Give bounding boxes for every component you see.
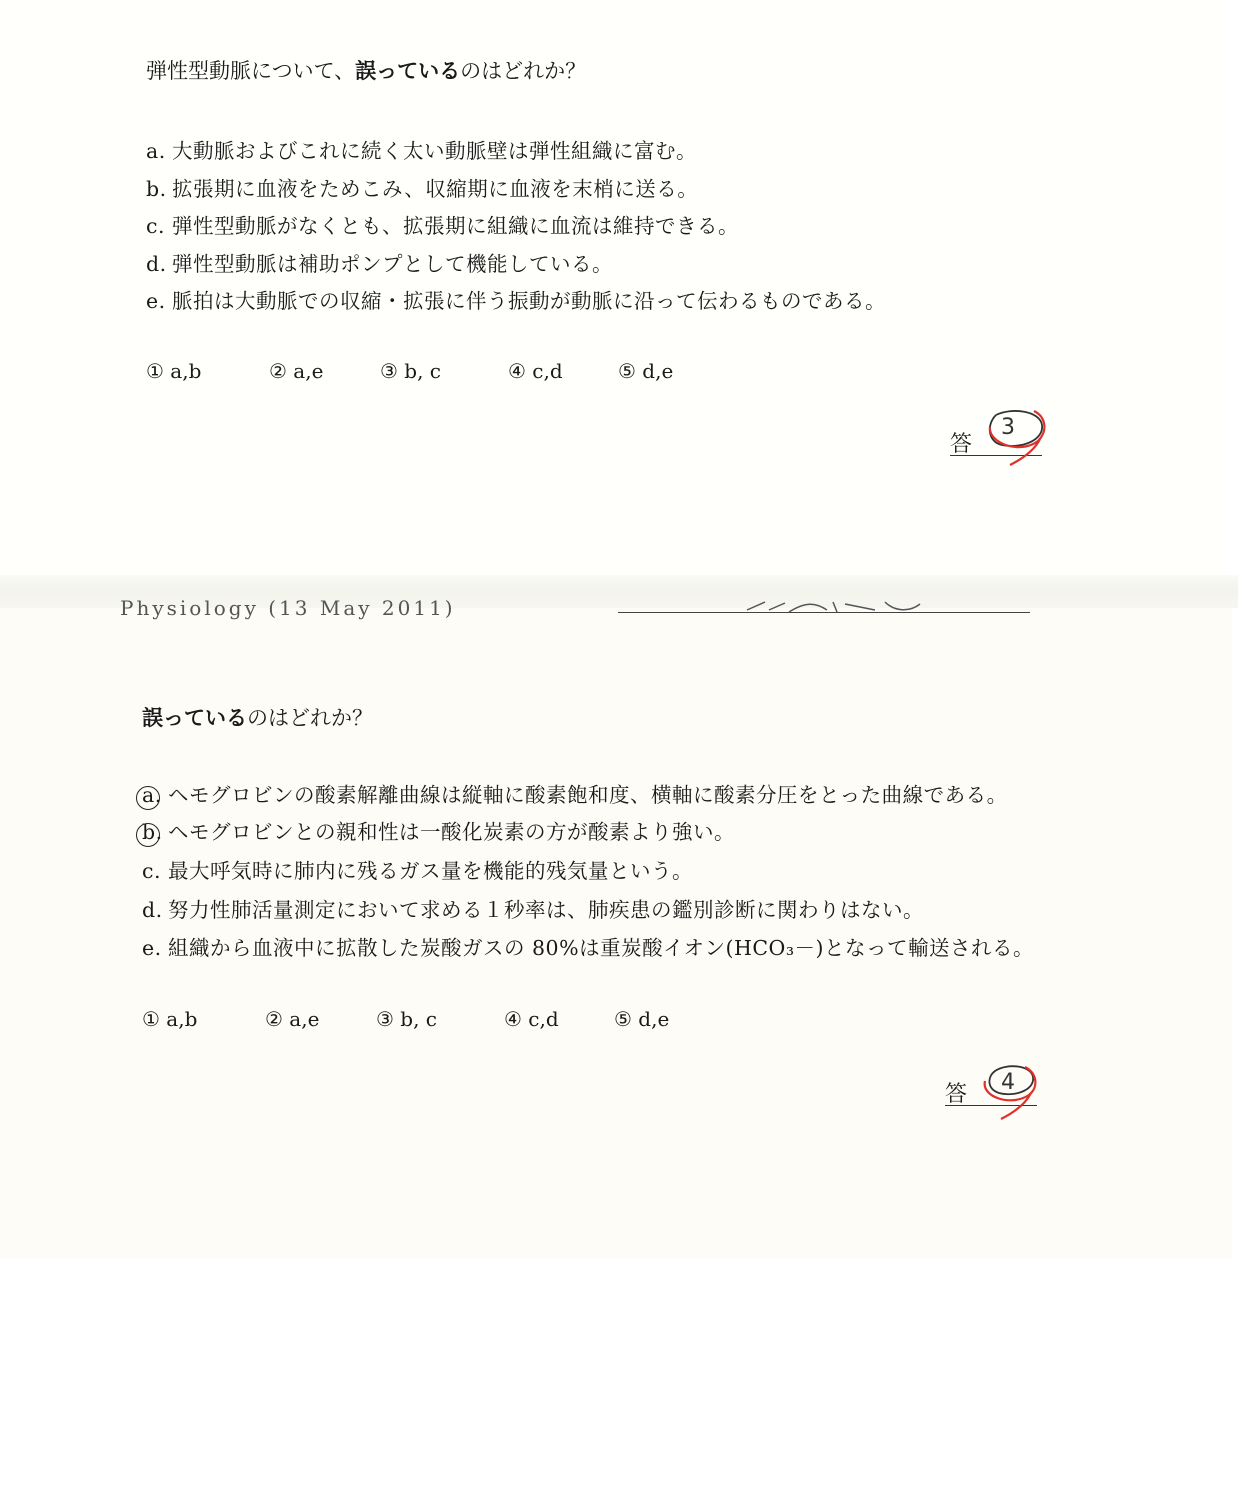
emphasis-incorrect: 誤っている [142, 705, 247, 730]
pencil-ring [136, 823, 160, 847]
handwritten-answer-mark [950, 407, 1070, 477]
option-a: a. ヘモグロビンの酸素解離曲線は縦軸に酸素飽和度、横軸に酸素分圧をとった曲線である。 [142, 778, 1008, 808]
question-1-stem: 弾性型動脈について、誤っているのはどれか？ [146, 58, 587, 83]
choice-2: ② a,e [269, 359, 324, 383]
answer-field-1 [950, 407, 1070, 477]
question-2-stem: 誤っているのはどれか？ [142, 705, 373, 730]
option-c: c. 弾性型動脈がなくとも、拡張期に組織に血流は維持できる。 [146, 214, 739, 238]
choice-5: ⑤ d,e [614, 1007, 670, 1031]
choice-1: ① a,b [142, 1007, 198, 1031]
option-a: a. 大動脈およびこれに続く太い動脈壁は弾性組織に富む。 [146, 139, 697, 163]
option-d: d. 努力性肺活量測定において求める１秒率は、肺疾患の鑑別診断に関わりはない。 [142, 898, 924, 922]
choice-3: ③ b, c [380, 359, 442, 383]
option-e: e. 脈拍は大動脈での収縮・拡張に伴う振動が動脈に沿って伝わるものである。 [146, 289, 886, 313]
option-e: e. 組織から血液中に拡散した炭酸ガスの 80%は重炭酸イオン(HCO₃－)となって輸送される。 [142, 936, 1035, 960]
course-header: Physiology (13 May 2011) [120, 600, 456, 620]
option-b: b. 拡張期に血液をためこみ、収縮期に血液を末梢に送る。 [146, 177, 699, 201]
handwritten-answer: 3 [1001, 415, 1015, 440]
answer-label: 答 [950, 432, 973, 457]
handwritten-answer-mark [945, 1057, 1065, 1127]
choice-1: ① a,b [146, 359, 202, 383]
question-2 [142, 703, 1142, 1031]
choice-3: ③ b, c [376, 1007, 438, 1031]
option-b: b. ヘモグロビンとの親和性は一酸化炭素の方が酸素より強い。 [142, 815, 735, 845]
circled-option-letter: b. [142, 820, 168, 844]
choice-4: ④ c,d [504, 1007, 559, 1031]
option-c: c. 最大呼気時に肺内に残るガス量を機能的残気量という。 [142, 859, 693, 883]
option-d: d. 弾性型動脈は補助ポンプとして機能している。 [146, 252, 613, 276]
circled-option-letter: a. [142, 783, 168, 807]
answer-label: 答 [945, 1082, 968, 1107]
choice-4: ④ c,d [508, 359, 563, 383]
pencil-ring [136, 786, 160, 810]
sheet-header-remnant [0, 600, 1238, 624]
handwritten-name-remnant [745, 600, 945, 614]
choice-2: ② a,e [265, 1007, 320, 1031]
question-1 [146, 56, 1146, 383]
emphasis-incorrect: 誤っている [355, 58, 461, 83]
choice-5: ⑤ d,e [618, 359, 674, 383]
handwritten-answer: 4 [1001, 1070, 1015, 1095]
answer-field-2 [945, 1057, 1065, 1127]
